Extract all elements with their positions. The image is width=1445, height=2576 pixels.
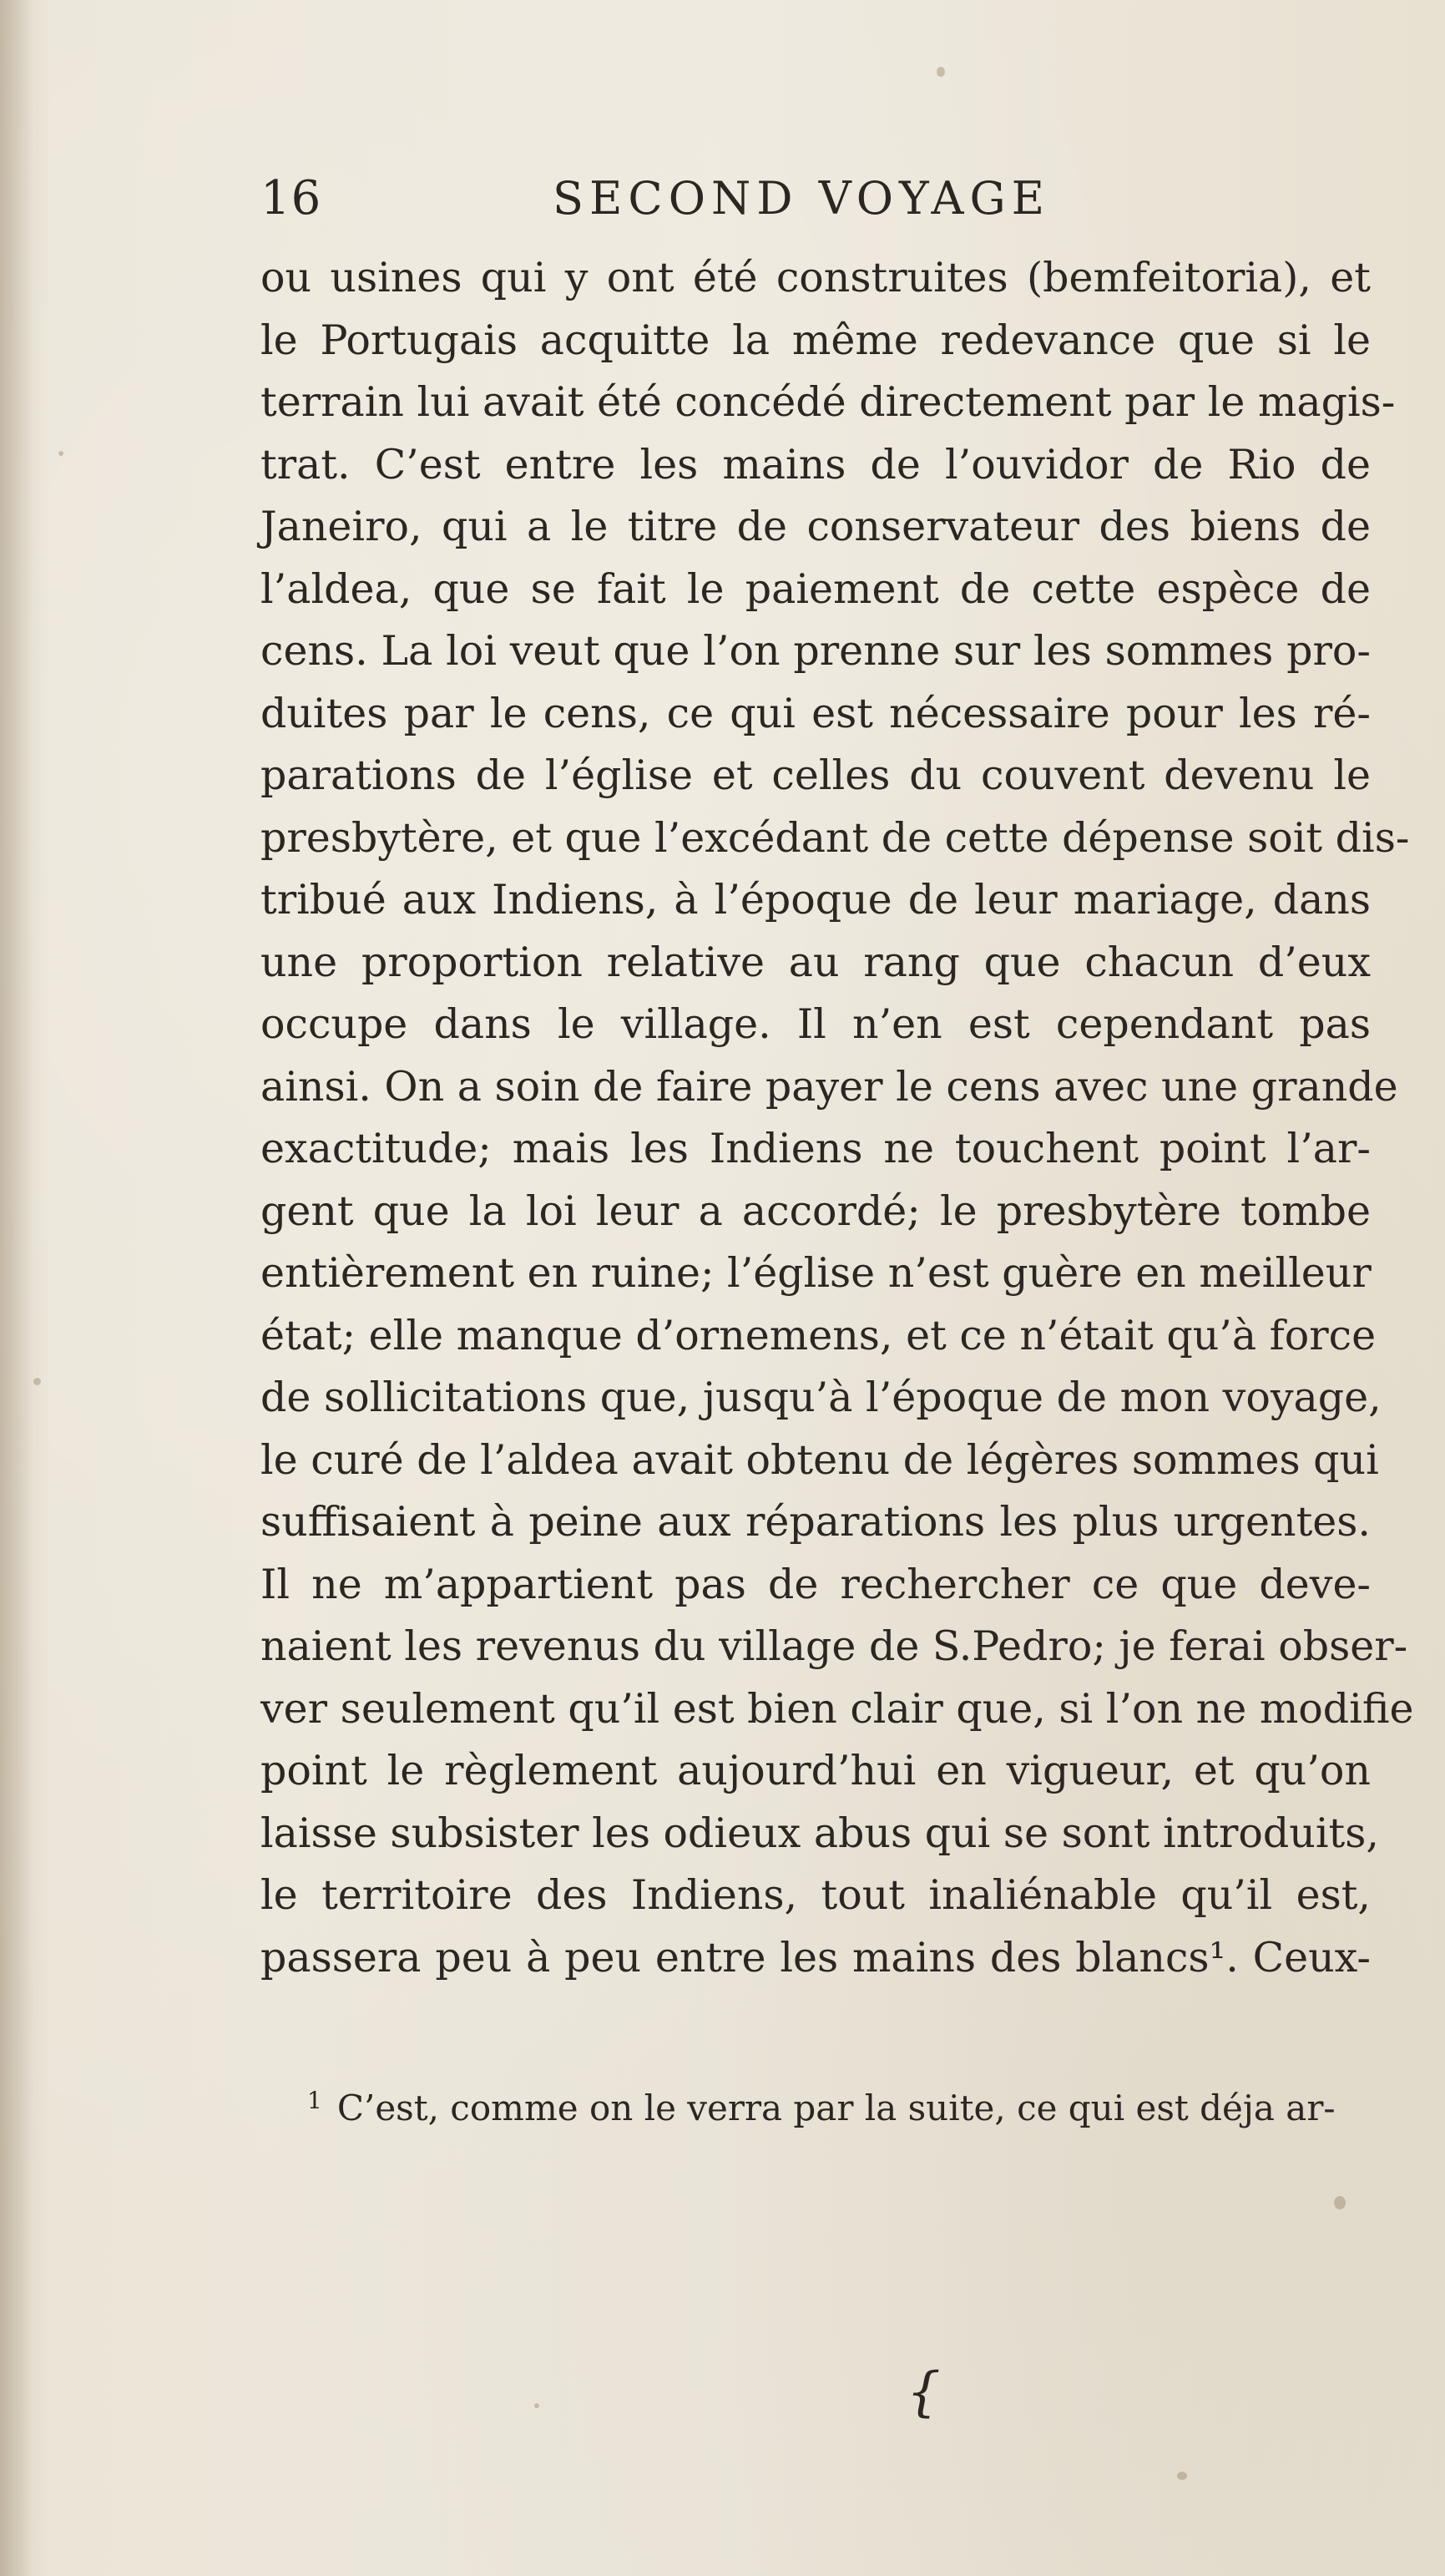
text-line: presbytère, et que l’excédant de cette dépense soit dis-	[260, 813, 1410, 862]
text-line: état; elle manque d’ornemens, et ce n’était qu’à force	[260, 1311, 1377, 1359]
text-line: cens. La loi veut que l’on prenne sur les sommes pro-	[260, 627, 1371, 675]
footnote-marker: 1	[307, 2087, 322, 2114]
text-line: le Portugais acquitte la même redevance que si le	[260, 316, 1371, 364]
text-line: entièrement en ruine; l’église n’est guère en meilleur	[260, 1249, 1372, 1297]
spine-shadow	[0, 0, 33, 2576]
text-line: de sollicitations que, jusqu’à l’époque de mon voyage,	[260, 1374, 1382, 1421]
text-line: Il ne m’appartient pas de rechercher ce que deve-	[260, 1560, 1371, 1608]
text-line: occupe dans le village. Il n’en est cependant pas	[260, 1000, 1371, 1048]
text-line: passera peu à peu entre les mains des blancs¹. Ceux-	[260, 1933, 1371, 1981]
text-line: exactitude; mais les Indiens ne touchent point l’ar-	[260, 1125, 1371, 1172]
signature-mark: {	[907, 2361, 941, 2423]
text-line: duites par le cens, ce qui est nécessaire pour les ré-	[260, 689, 1371, 737]
paper-speck	[33, 1378, 41, 1385]
running-title: SECOND VOYAGE	[553, 172, 1051, 225]
text-line: ainsi. On a soin de faire payer le cens avec une grande	[260, 1062, 1398, 1111]
paper-speck	[58, 451, 63, 456]
page-header	[260, 165, 1371, 232]
text-line: parations de l’église et celles du couvent devenu le	[260, 752, 1371, 799]
footnote	[260, 2079, 1371, 2142]
text-line: le territoire des Indiens, tout inaliénable qu’il est,	[260, 1871, 1371, 1919]
body-text	[260, 247, 1414, 1989]
footnote-text: C’est, comme on le verra par la suite, ce qui est déja ar-	[336, 2088, 1336, 2128]
text-line: le curé de l’aldea avait obtenu de légères sommes qui	[260, 1435, 1379, 1484]
text-line: ver seulement qu’il est bien clair que, si l’on ne modifie	[260, 1684, 1414, 1733]
text-line: ou usines qui y ont été construites (bemfeitoria), et	[260, 254, 1371, 301]
text-line: terrain lui avait été concédé directement par le magis-	[260, 378, 1396, 426]
paper-speck	[1177, 2472, 1187, 2480]
paper-speck	[937, 67, 945, 77]
text-line: naient les revenus du village de S.Pedro; je ferai obser-	[260, 1622, 1408, 1670]
text-line: une proportion relative au rang que chacun d’eux	[260, 938, 1371, 986]
paper-speck	[534, 2403, 539, 2408]
page-number: 16	[260, 171, 322, 225]
text-line: gent que la loi leur a accordé; le presbytère tombe	[260, 1187, 1371, 1235]
text-line: Janeiro, qui a le titre de conservateur des biens de	[260, 503, 1371, 550]
text-line: tribué aux Indiens, à l’époque de leur mariage, dans	[260, 876, 1371, 924]
text-line: trat. C’est entre les mains de l’ouvidor de Rio de	[260, 440, 1371, 488]
text-line: l’aldea, que se fait le paiement de cette espèce de	[260, 564, 1371, 613]
text-line: laisse subsister les odieux abus qui se sont introduits,	[260, 1809, 1379, 1857]
paper-speck	[1334, 2196, 1346, 2209]
text-line: point le règlement aujourd’hui en vigueur, et qu’on	[260, 1747, 1371, 1794]
text-line: suffisaient à peine aux réparations les plus urgentes.	[260, 1498, 1371, 1546]
